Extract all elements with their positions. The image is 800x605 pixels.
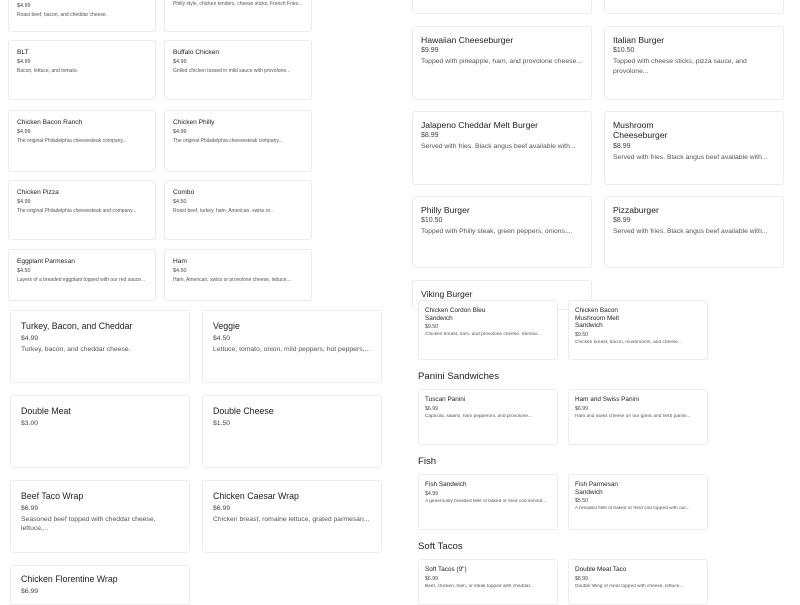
item-name: Chicken Bacon Ranch bbox=[17, 119, 83, 126]
item-name: Chicken Bacon Mushroom Melt Sandwich bbox=[575, 307, 620, 330]
item-description: Bacon, lettuce, and tomato. bbox=[17, 67, 78, 74]
item-price: $8.99 bbox=[575, 575, 588, 582]
item-price: $9.50 bbox=[425, 324, 438, 331]
item-price: $4.99 bbox=[17, 58, 31, 65]
item-description: Served with fries. Black angus beef available with... bbox=[613, 153, 768, 161]
section-heading-panini: Panini Sandwiches bbox=[418, 371, 500, 382]
item-description: Ham, American, swiss or provolone cheese, lettuce,... bbox=[173, 276, 292, 283]
menu-item-card[interactable] bbox=[418, 474, 558, 530]
item-description: A breaded fillet of baked or fried cod topped with our... bbox=[575, 506, 690, 512]
section-heading-fish: Fish bbox=[418, 456, 437, 467]
item-price: $4.50 bbox=[17, 267, 31, 274]
item-description: A generously breaded fillet of baked or fried cod served... bbox=[425, 498, 547, 504]
item-description: Capicola, salami, ham pepperoni, and provolone... bbox=[425, 413, 532, 419]
menu-item-card[interactable] bbox=[164, 110, 312, 172]
item-name: Turkey, Bacon, and Cheddar bbox=[21, 321, 133, 331]
menu-item-card[interactable] bbox=[604, 0, 784, 14]
item-name: BLT bbox=[17, 49, 29, 56]
item-price: $4.99 bbox=[17, 128, 31, 135]
item-price: $6.99 bbox=[213, 504, 231, 512]
item-name: Chicken Caesar Wrap bbox=[213, 491, 299, 501]
menu-item-card[interactable] bbox=[164, 0, 312, 32]
menu-item-card[interactable] bbox=[568, 559, 708, 605]
menu-item-card[interactable] bbox=[10, 565, 190, 605]
item-price: $9.99 bbox=[421, 47, 439, 55]
item-price: $1.50 bbox=[213, 419, 231, 427]
item-name: Viking Burger bbox=[421, 289, 473, 299]
menu-item-card[interactable] bbox=[8, 180, 156, 240]
item-description: Topped with cheese sticks, pizza sauce, and provolone... bbox=[613, 58, 747, 76]
item-price: $9.50 bbox=[575, 332, 588, 339]
item-description: Philly style, chicken tenders, cheese sticks, French Fries... bbox=[173, 1, 303, 7]
item-price: $8.99 bbox=[421, 132, 439, 140]
menu-item-card[interactable] bbox=[604, 111, 784, 185]
item-name: Fish Parmesan Sandwich bbox=[575, 481, 618, 496]
item-description: The original Philadelphia cheesesteak and company... bbox=[17, 207, 137, 214]
item-price: $6.99 bbox=[21, 504, 39, 512]
item-name: Italian Burger bbox=[613, 35, 665, 45]
item-name: Beef Taco Wrap bbox=[21, 491, 84, 501]
section-heading-soft-tacos: Soft Tacos bbox=[418, 541, 463, 552]
item-name: Pizzaburger bbox=[613, 205, 659, 215]
item-name: Double Meat Taco bbox=[575, 566, 627, 573]
menu-item-card[interactable] bbox=[10, 480, 190, 553]
menu-item-card[interactable] bbox=[412, 0, 592, 14]
item-name: Fish Sandwich bbox=[425, 481, 467, 488]
item-description: Seasoned beef topped with cheddar cheese, lettuce,... bbox=[21, 515, 156, 533]
item-price: $3.00 bbox=[21, 419, 39, 427]
item-price: $8.99 bbox=[613, 142, 631, 150]
item-price: $6.99 bbox=[425, 575, 438, 582]
item-price: $4.50 bbox=[213, 334, 231, 342]
menu-item-card[interactable] bbox=[202, 480, 382, 553]
item-description: Roast beef, turkey, ham, American, swiss or... bbox=[173, 207, 275, 214]
item-name: Chicken Pizza bbox=[17, 189, 59, 196]
item-description: Chicken breast, romaine lettuce, grated parmesan... bbox=[213, 515, 370, 523]
item-price: $4.99 bbox=[17, 198, 31, 205]
menu-item-card[interactable] bbox=[8, 40, 156, 100]
item-description: Topped with Philly steak, green peppers, onions,... bbox=[421, 228, 573, 236]
menu-item-card[interactable] bbox=[604, 26, 784, 100]
menu-item-card[interactable] bbox=[10, 395, 190, 468]
item-name: Hawaiian Cheeseburger bbox=[421, 35, 514, 45]
item-description: The original Philadelphia cheesesteak company... bbox=[17, 137, 127, 144]
item-description: Roast beef, bacon, and cheddar cheese. bbox=[17, 12, 108, 18]
menu-item-card[interactable] bbox=[418, 389, 558, 445]
item-name: Buffalo Chicken bbox=[173, 49, 220, 56]
item-name: Chicken Philly bbox=[173, 119, 215, 126]
item-price: $4.99 bbox=[21, 334, 39, 342]
menu-item-card[interactable] bbox=[164, 249, 312, 301]
item-name: Veggie bbox=[213, 321, 240, 331]
item-price: $10.50 bbox=[421, 217, 443, 225]
item-name: Jalapeno Cheddar Melt Burger bbox=[421, 120, 539, 130]
item-description: Served with fries. Black angus beef available with... bbox=[421, 143, 576, 151]
item-name: Chicken Cordon Bleu Sandwich bbox=[425, 307, 486, 322]
item-price: $10.50 bbox=[613, 47, 635, 55]
item-description: Chicken breast, bacon, mushrooms, and cheese... bbox=[575, 340, 682, 346]
menu-item-card[interactable] bbox=[8, 249, 156, 301]
menu-item-card[interactable] bbox=[418, 300, 558, 360]
menu-item-card[interactable] bbox=[164, 40, 312, 100]
item-name: Double Meat bbox=[21, 406, 71, 416]
menu-item-card[interactable] bbox=[604, 196, 784, 268]
menu-item-card[interactable] bbox=[418, 559, 558, 605]
item-price: $4.99 bbox=[17, 3, 31, 9]
item-name: Tuscan Panini bbox=[425, 396, 466, 403]
item-description: Grilled chicken tossed in mild sauce with provolone... bbox=[173, 67, 291, 74]
item-price: $4.99 bbox=[173, 58, 187, 65]
item-description: Served with fries. Black angus beef available with... bbox=[613, 228, 768, 236]
item-price: $6.99 bbox=[21, 587, 39, 595]
item-description: Ham and swiss cheese on our garlic and herb panini... bbox=[575, 413, 691, 419]
item-price: $4.99 bbox=[425, 490, 438, 497]
item-name: Mushroom Cheeseburger bbox=[613, 120, 668, 141]
item-price: $4.50 bbox=[173, 198, 187, 205]
item-name: Combo bbox=[173, 189, 195, 196]
item-description: Layers of a breaded eggplant topped with our red sauce... bbox=[17, 276, 146, 283]
item-description: Turkey, bacon, and cheddar cheese. bbox=[21, 345, 131, 353]
menu-item-card[interactable] bbox=[412, 111, 592, 185]
item-name: Double Cheese bbox=[213, 406, 274, 416]
menu-item-card[interactable] bbox=[202, 395, 382, 468]
item-price: $4.99 bbox=[173, 128, 187, 135]
menu-item-card[interactable] bbox=[8, 110, 156, 172]
menu-item-card[interactable] bbox=[568, 474, 708, 530]
item-name: Soft Tacos (9") bbox=[425, 566, 467, 573]
menu-item-card[interactable] bbox=[202, 310, 382, 383]
item-price: $6.99 bbox=[425, 405, 438, 412]
menu-item-card[interactable] bbox=[568, 389, 708, 445]
item-name: Chicken Florentine Wrap bbox=[21, 574, 118, 584]
item-name: Ham bbox=[173, 258, 187, 265]
item-description: Chicken breast, ham, and provolone cheese. Served... bbox=[425, 332, 541, 338]
item-name: Philly Burger bbox=[421, 205, 470, 215]
item-description: Double filling of meat topped with cheese, lettuce... bbox=[575, 583, 684, 589]
item-description: Beef, chicken, ham, or steak topped with cheddar... bbox=[425, 583, 534, 589]
menu-item-card[interactable] bbox=[8, 0, 156, 32]
item-price: $5.50 bbox=[575, 498, 588, 505]
menu-item-card[interactable] bbox=[412, 196, 592, 268]
menu-item-card[interactable] bbox=[164, 180, 312, 240]
menu-item-card[interactable] bbox=[412, 26, 592, 100]
item-description: Lettuce, tomato, onion, mild peppers, hot peppers,... bbox=[213, 345, 371, 353]
item-description: Topped with pineapple, ham, and provolone cheese... bbox=[421, 58, 582, 66]
menu-item-card[interactable] bbox=[568, 300, 708, 360]
item-description: The original Philadelphia cheesesteak company... bbox=[173, 137, 283, 144]
item-price: $8.99 bbox=[613, 217, 631, 225]
item-name: Ham and Swiss Panini bbox=[575, 396, 639, 403]
menu-item-card[interactable] bbox=[10, 310, 190, 383]
item-price: $4.50 bbox=[173, 267, 187, 274]
item-price: $6.99 bbox=[575, 405, 588, 412]
item-name: Eggplant Parmesan bbox=[17, 258, 75, 265]
